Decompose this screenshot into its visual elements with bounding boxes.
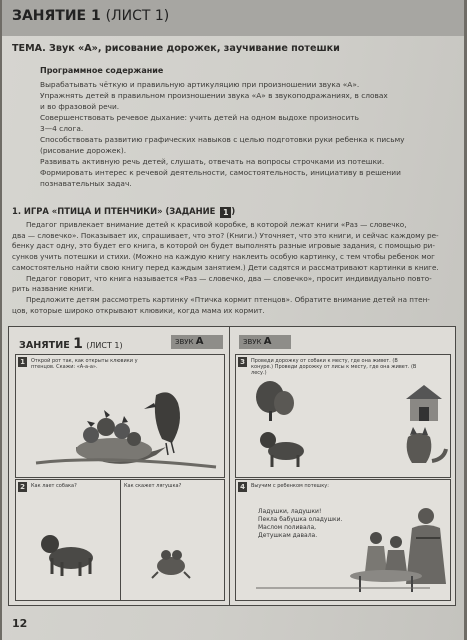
grandma-pancakes-illustration: [236, 480, 450, 600]
lesson-subtitle: (ЛИСТ 1): [105, 8, 170, 24]
program-line: познавательных задач.: [40, 179, 132, 188]
program-title: Программное содержание: [40, 66, 164, 75]
body-line: сунков учить потешки и стихи. (Можно на каждую книгу наклеить особую картинку, с тем чтобы ребенок мог: [12, 252, 435, 262]
body-line: рить название книги.: [12, 284, 95, 294]
panel-number: 3: [238, 357, 247, 367]
workbook-sheet: [8, 326, 456, 606]
fox-icon: [407, 427, 446, 463]
frog-icon: [152, 550, 190, 578]
section-title: [12, 206, 235, 218]
section-title-text: 1. ИГРА «ПТИЦА И ПТЕНЧИКИ» (ЗАДАНИЕ: [12, 206, 216, 216]
poem-line: Ладушки, ладушки!: [258, 508, 322, 515]
sound-tag-letter: А: [263, 336, 272, 347]
dog-icon: [260, 432, 304, 467]
sheet-title-text: ЗАНЯТИЕ: [19, 340, 70, 351]
lesson-title-text: ЗАНЯТИЕ 1: [12, 8, 101, 24]
page-number: 12: [12, 617, 28, 630]
bird-feeding-chicks-illustration: [16, 355, 224, 477]
panel-text: Открой рот так, как открыты клювики у птенцов. Скажи: «А-а-а».: [31, 358, 138, 370]
sound-tag-label: ЗВУК: [175, 338, 194, 346]
program-line: Развивать активную речь детей, слушать, отвечать на вопросы строчками из потешки.: [40, 157, 385, 166]
task-number-badge: 1: [220, 207, 231, 218]
body-line: цов, которые широко открывают клювики, когда мама их кормит.: [12, 305, 265, 315]
program-line: Упражнять детей в правильном произношении звука «А» в звукоподражаниях, в словах: [40, 91, 388, 100]
poem-line: Пекла бабушка оладушки.: [258, 516, 343, 523]
table-icon: [350, 570, 422, 592]
program-content: [40, 79, 452, 189]
poem-line: Детушкам давала.: [258, 532, 318, 539]
panel-2: [15, 479, 225, 601]
sound-tag-letter: А: [195, 336, 204, 347]
program-line: Совершенствовать речевое дыхание: учить детей на одном выдохе произносить: [40, 113, 359, 122]
section-body: [12, 220, 457, 316]
body-line: бенку даст одну, это будет его книга, в которой он будет выполнять разные игровые задания, с помощью ри-: [12, 241, 435, 251]
sound-tag-label: ЗВУК: [243, 338, 262, 346]
body-line: Предложите детям рассмотреть картинку «Птичка кормит птенцов». Обратите внимание детей на птен-: [26, 294, 430, 304]
forest-icon: [256, 381, 294, 421]
panel-text: Проведи дорожку от собаки к месту, где она живет. (В конуре.) Проведи дорожку от лисы к месту, где она живет. (В лесу.): [251, 358, 417, 376]
panel-number: 1: [18, 357, 27, 367]
lesson-header: [2, 0, 464, 36]
dog-and-frog-illustration: [16, 480, 224, 600]
panel-number: 2: [18, 482, 27, 492]
body-line: Педагог говорит, что книга называется «Раз — словечко, два — словечко», просит индивидуально повто-: [26, 273, 432, 283]
body-line: самостоятельно найти свою книгу перед каждым занятием.) Дети садятся и рассматривают картинки в книге.: [12, 262, 439, 272]
program-line: Вырабатывать чёткую и правильную артикуляцию при произношении звука «А».: [40, 80, 360, 89]
sheet-title: [19, 336, 123, 352]
panel-text: Как скажет лягушка?: [124, 483, 182, 489]
panel-3: [235, 354, 451, 478]
body-line: Педагог привлекает внимание детей к красивой коробке, в которой лежат книги «Раз — словечко,: [26, 220, 407, 229]
program-line: Способствовать развитию графических навыков с целью подготовки руки ребенка к письму: [40, 135, 405, 144]
lesson-title: [12, 8, 169, 24]
section-title-end: ): [231, 206, 236, 216]
panel-4: [235, 479, 451, 601]
panel-text: Как лает собака?: [31, 483, 77, 489]
poem-line: Маслом поливала,: [258, 524, 317, 531]
book-page: [2, 0, 464, 640]
panel-number: 4: [238, 482, 247, 492]
program-line: Формировать интерес к речевой деятельности, самостоятельность, инициативу в решении: [40, 168, 401, 177]
program-line: и во фразовой речи.: [40, 102, 120, 111]
doghouse-icon: [406, 385, 442, 421]
program-line: (рисование дорожек).: [40, 146, 127, 155]
dog-icon: [41, 535, 93, 576]
program-line: 3—4 слога.: [40, 124, 84, 133]
children-icon: [365, 532, 407, 572]
panel-1: [15, 354, 225, 478]
theme-heading: ТЕМА. Звук «А», рисование дорожек, заучивание потешки: [12, 43, 340, 54]
panel-text: Выучим с ребенком потешку:: [251, 483, 329, 489]
sheet-fold: [229, 327, 230, 605]
body-line: два — словечко». Показывает их, спрашивает, что это? (Книги.) Уточняет, что это книги, и сейчас каждому ре-: [12, 230, 439, 240]
sheet-number: 1: [73, 336, 83, 352]
sheet-subtitle: (ЛИСТ 1): [86, 341, 123, 350]
sound-tag-right: [239, 335, 291, 349]
dog-fox-path-illustration: [236, 355, 450, 477]
sound-tag-left: [171, 335, 223, 349]
